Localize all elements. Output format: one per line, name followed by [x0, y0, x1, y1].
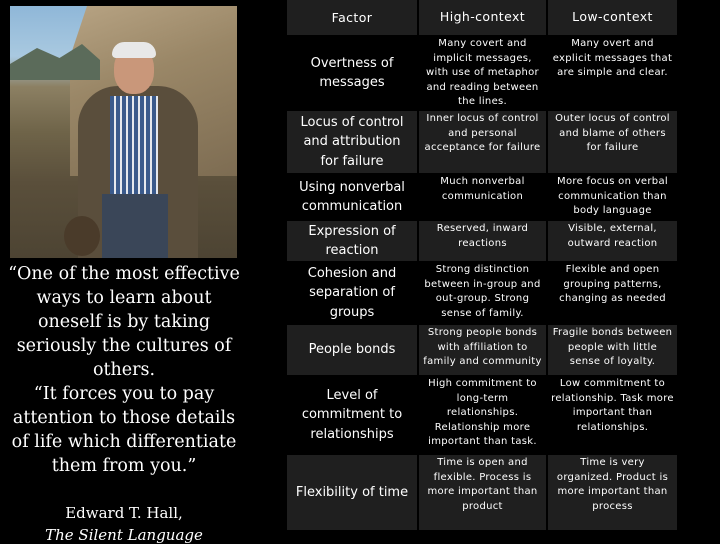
plaid-shirt-shape	[110, 96, 158, 196]
high-context-cell: Strong people bonds with affiliation to family and community	[419, 325, 546, 375]
quote-book-title: The Silent Language	[45, 526, 203, 544]
low-context-cell: Visible, external, outward reaction	[548, 221, 677, 261]
table-row	[287, 111, 677, 173]
factor-cell: Locus of control and attribution for failure	[287, 111, 417, 173]
factor-cell: Expression of reaction	[287, 221, 417, 261]
table-row	[287, 325, 677, 375]
factor-cell: People bonds	[287, 325, 417, 375]
low-context-cell: Many overt and explicit messages that are simple and clear.	[548, 36, 677, 110]
high-context-cell: Much nonverbal communication	[419, 174, 546, 220]
hair-shape	[112, 42, 156, 58]
table-row	[287, 36, 677, 110]
low-context-cell: Flexible and open grouping patterns, changing as needed	[548, 262, 677, 324]
factor-cell: Flexibility of time	[287, 455, 417, 530]
portrait-photo	[10, 6, 237, 258]
low-context-cell: Outer locus of control and blame of others for failure	[548, 111, 677, 173]
factor-cell: Cohesion and separation of groups	[287, 262, 417, 324]
factor-cell: Level of commitment to relationships	[287, 376, 417, 454]
low-context-cell: Fragile bonds between people with little sense of loyalty.	[548, 325, 677, 375]
high-context-cell: Reserved, inward reactions	[419, 221, 546, 261]
low-context-cell: Low commitment to relationship. Task more important than relationships.	[548, 376, 677, 454]
quote-author: Edward T. Hall,	[65, 504, 183, 522]
header-low-context: Low-context	[548, 0, 677, 35]
high-context-cell: High commitment to long-term relationships. Relationship more important than task.	[419, 376, 546, 454]
low-context-cell: More focus on verbal communication than body language	[548, 174, 677, 220]
factor-cell: Overtness of messages	[287, 36, 417, 110]
factor-cell: Using nonverbal communication	[287, 174, 417, 220]
table-row	[287, 455, 677, 530]
high-context-cell: Many covert and implicit messages, with use of metaphor and reading between the lines.	[419, 36, 546, 110]
table-row	[287, 262, 677, 324]
quote-text: “One of the most effective ways to learn about oneself is by taking seriously the cultures of others. “It forces you to pay attention to those details of life which differentiate them from you.”	[8, 264, 240, 476]
header-factor: Factor	[287, 0, 417, 35]
table-row	[287, 174, 677, 220]
table-row	[287, 376, 677, 454]
low-context-cell: Time is very organized. Product is more important than process	[548, 455, 677, 530]
high-context-cell: Inner locus of control and personal acceptance for failure	[419, 111, 546, 173]
table-header-row	[287, 0, 677, 35]
high-context-cell: Strong distinction between in-group and out-group. Strong sense of family.	[419, 262, 546, 324]
hat-shape	[64, 216, 100, 256]
table-row	[287, 221, 677, 261]
header-high-context: High-context	[419, 0, 546, 35]
context-comparison-table	[287, 0, 677, 530]
high-context-cell: Time is open and flexible. Process is more important than product	[419, 455, 546, 530]
jeans-shape	[102, 194, 168, 258]
